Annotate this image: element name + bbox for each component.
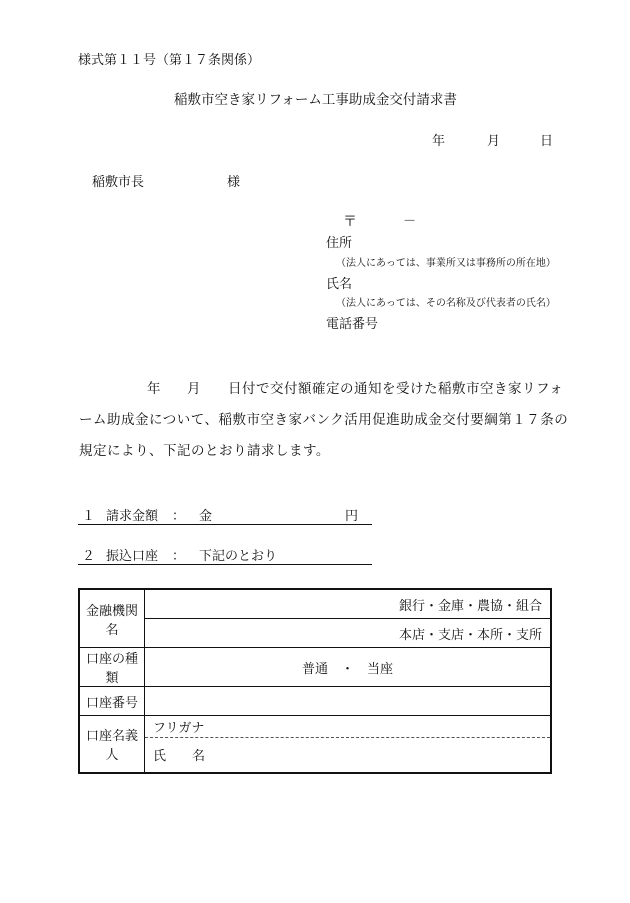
form-number: 様式第１１号（第１７条関係） — [78, 53, 261, 68]
name-label: 氏名 — [326, 277, 353, 292]
institution-types: 銀行・金庫・農協・組合 — [145, 589, 552, 619]
postal-mark: 〒 — [343, 214, 357, 230]
phone-label: 電話番号 — [326, 317, 379, 332]
date-day-label: 日 — [540, 134, 554, 149]
addressee-honorific: 様 — [227, 175, 241, 190]
date-month-label: 月 — [487, 134, 501, 149]
address-label: 住所 — [326, 236, 353, 251]
furigana-label: フリガナ — [153, 721, 205, 736]
addressee-name: 稲敷市長 — [92, 175, 145, 190]
body-year: 年 — [147, 381, 161, 397]
account-type-options: 普通 ・ 当座 — [145, 648, 552, 687]
item-number: １ — [82, 509, 96, 524]
account-number-label: 口座番号 — [79, 687, 145, 716]
document-title: 稲敷市空き家リフォーム工事助成金交付請求書 — [174, 92, 457, 108]
item-number: ２ — [82, 549, 96, 564]
body-month: 月 — [187, 381, 201, 397]
account-holder-label: 口座名義人 — [79, 716, 145, 774]
transfer-account-value: 下記のとおり — [199, 549, 278, 564]
account-holder-cell — [145, 716, 552, 774]
item-colon: ： — [172, 549, 186, 564]
item-label: 請求金額 — [106, 509, 159, 524]
holder-name-label: 氏 名 — [153, 749, 206, 764]
bank-account-table — [78, 588, 552, 774]
body-line-3: 規定により、下記のとおり請求します。 — [79, 443, 330, 459]
table-row — [79, 648, 551, 687]
item-transfer-account — [78, 548, 372, 565]
item-label: 振込口座 — [106, 549, 159, 564]
table-row — [79, 619, 551, 648]
furigana-field[interactable] — [145, 717, 550, 738]
item-colon: ： — [172, 509, 186, 524]
table-row — [79, 716, 551, 774]
body-line-1: 日付で交付額確定の通知を受けた稲敷市空き家リフォ — [228, 381, 564, 397]
date-year-label: 年 — [432, 134, 446, 149]
body-line-2: ーム助成金について、稲敷市空き家バンク活用促進助成金交付要綱第１７条の — [79, 412, 569, 428]
table-row — [79, 589, 551, 619]
table-row — [79, 687, 551, 716]
holder-name-field[interactable] — [145, 738, 550, 772]
institution-label: 金融機関名 — [79, 589, 145, 648]
address-note: （法人にあっては、事業所又は事務所の所在地） — [336, 258, 556, 269]
postal-dash: － — [403, 214, 417, 229]
branch-types: 本店・支店・本所・支所 — [145, 619, 552, 648]
account-type-label: 口座の種類 — [79, 648, 145, 687]
amount-prefix: 金 — [199, 509, 213, 524]
item-claim-amount — [78, 508, 372, 525]
name-note: （法人にあっては、その名称及び代表者の氏名） — [336, 298, 556, 309]
amount-unit: 円 — [345, 509, 359, 524]
account-number-field[interactable] — [145, 687, 552, 716]
